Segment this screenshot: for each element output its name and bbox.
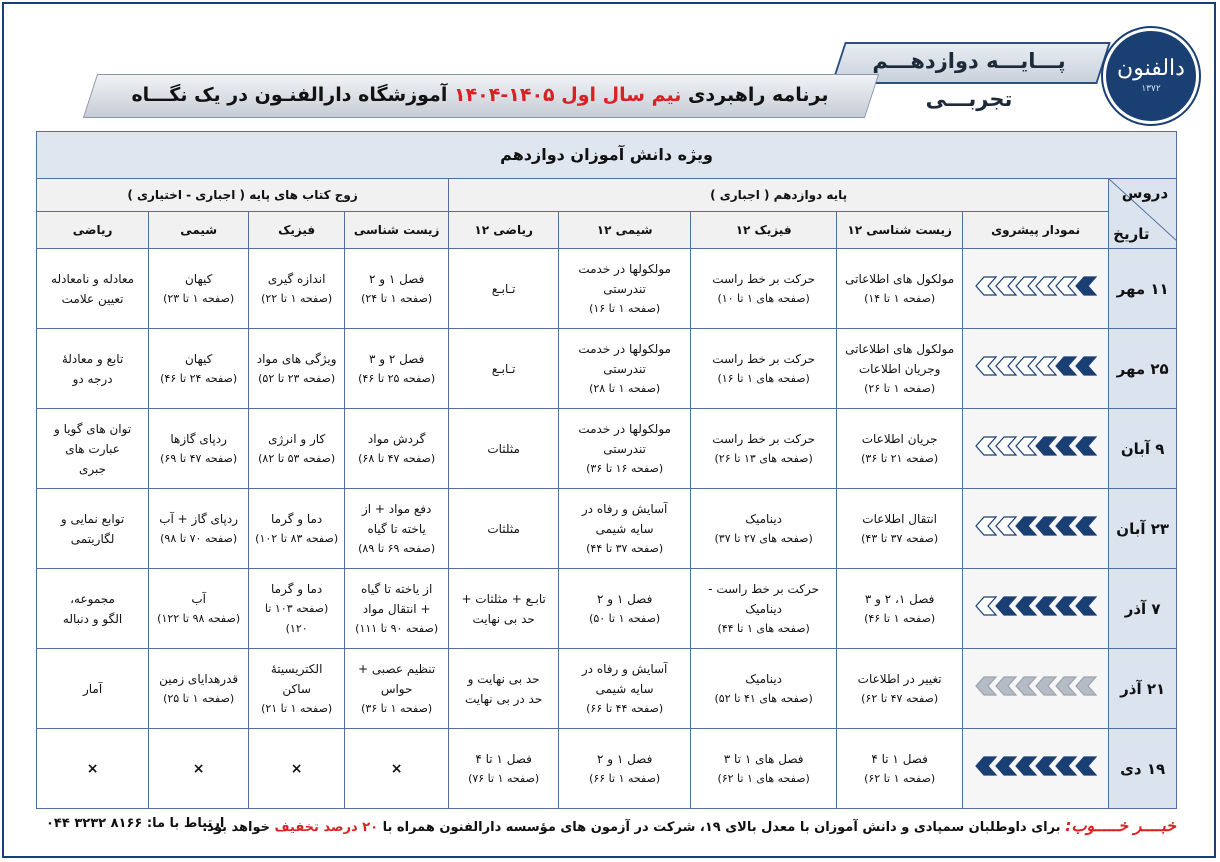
lesson-pages: (صفحه ۱ تا ۶۲) <box>864 771 936 785</box>
lesson-cell <box>249 489 345 569</box>
progress-chevrons <box>970 435 1102 457</box>
lesson-pages: (صفحه ۲۴ تا ۴۶) <box>160 371 238 385</box>
lesson-pages: (صفحه ۱ تا ۱۴) <box>864 291 936 305</box>
chevron-filled <box>1036 757 1056 775</box>
lesson-cell <box>37 649 149 729</box>
lesson-pages: (صفحه ۴۴ تا ۶۶) <box>586 701 664 715</box>
table-corner <box>1109 179 1177 249</box>
lesson-topic: × <box>290 760 303 777</box>
chevron-filled <box>1036 597 1056 615</box>
lesson-cell <box>345 249 449 329</box>
chevron-empty <box>976 517 996 535</box>
lesson-topic: کار و انرژی <box>268 431 326 446</box>
row-date: ۱۱ مهر <box>1109 249 1177 329</box>
lesson-cell <box>249 729 345 809</box>
lesson-topic: تابع و معادلۀ درجه دو <box>61 351 124 386</box>
lesson-topic: تنظیم عصبی + حواس <box>357 661 436 696</box>
lesson-topic: فصل ۱، ۲ و ۳ <box>864 591 935 606</box>
lesson-pages: (صفحه ۱ تا ۶۶) <box>589 771 661 785</box>
chevron-empty <box>976 437 996 455</box>
lesson-pages: (صفحه های ۲۷ تا ۳۷) <box>714 531 813 545</box>
lesson-pages: (صفحه ۱ تا ۴۶) <box>864 611 936 625</box>
lesson-pages: (صفحه ۱۶ تا ۳۶) <box>586 461 664 475</box>
subject-header: زیست شناسی ۱۲ <box>837 212 963 249</box>
chevron-empty <box>1056 277 1076 295</box>
lesson-pages: (صفحه ۱ تا ۲۵) <box>163 691 235 705</box>
lesson-pages: (صفحه ۴۷ تا ۶۲) <box>861 691 939 705</box>
lesson-topic: توابع نمایی و لگاریتمی <box>60 511 125 546</box>
chevron-filled <box>1076 757 1096 775</box>
lesson-pages: (صفحه ۲۳ تا ۵۲) <box>258 371 336 385</box>
lesson-topic: دما و گرما <box>271 581 323 596</box>
chevron-filled <box>1076 437 1096 455</box>
lesson-topic: × <box>390 760 403 777</box>
progress-cell <box>963 409 1109 489</box>
news-label: خبــــر خـــــوب: <box>1065 816 1176 835</box>
chevron-empty <box>1036 277 1056 295</box>
lesson-pages: (صفحه ۱ تا ۲۶) <box>864 381 936 395</box>
lesson-cell <box>837 569 963 649</box>
lesson-cell <box>149 569 249 649</box>
row-date: ۲۱ آذر <box>1109 649 1177 729</box>
lesson-topic: حرکت بر خط راست - دینامیک <box>708 581 820 616</box>
chevron-empty <box>1036 677 1056 695</box>
lesson-cell <box>249 409 345 489</box>
schedule-table <box>36 131 1177 809</box>
footer-contact: ارتباط با ما: ۸۱۶۶ ۳۲۳۲ ۰۴۴ <box>46 816 225 831</box>
chevron-empty <box>976 597 996 615</box>
lesson-pages: (صفحه های ۴۱ تا ۵۲) <box>714 691 813 705</box>
chevron-filled <box>1016 757 1036 775</box>
lesson-pages: (صفحه ۲۵ تا ۴۶) <box>358 371 436 385</box>
lesson-topic: دینامیک <box>745 511 783 526</box>
lesson-cell <box>691 249 837 329</box>
lesson-topic: حرکت بر خط راست <box>712 271 815 286</box>
progress-cell <box>963 329 1109 409</box>
chevron-filled <box>1016 517 1036 535</box>
lesson-pages: (صفحه ۱ تا ۲۸) <box>589 381 661 395</box>
lesson-pages: (صفحه ۱۰۳ تا ۱۲۰) <box>264 601 329 635</box>
lesson-cell <box>149 329 249 409</box>
lesson-topic: از یاخته تا گیاه + انتقال مواد <box>360 581 433 616</box>
chevron-filled <box>1056 757 1076 775</box>
corner-date-label: تاریخ <box>1113 225 1150 243</box>
lesson-topic: ردپای گاز + آب <box>159 511 239 526</box>
chevron-empty <box>996 517 1016 535</box>
lesson-topic: حد بی نهایت و حد در بی نهایت <box>464 671 543 706</box>
progress-cell <box>963 649 1109 729</box>
progress-chevrons <box>970 515 1102 537</box>
lesson-cell <box>149 729 249 809</box>
chevron-empty <box>976 277 996 295</box>
lesson-topic: فصل ۱ و ۲ <box>596 751 653 766</box>
lesson-topic: انتقال اطلاعات <box>862 511 937 526</box>
lesson-cell <box>837 409 963 489</box>
progress-cell <box>963 489 1109 569</box>
lesson-cell <box>837 489 963 569</box>
row-date: ۲۵ مهر <box>1109 329 1177 409</box>
chevron-empty <box>1016 677 1036 695</box>
lesson-cell <box>559 329 691 409</box>
lesson-topic: دما و گرما <box>271 511 323 526</box>
chevron-empty <box>1036 357 1056 375</box>
chevron-empty <box>996 357 1016 375</box>
lesson-cell <box>559 649 691 729</box>
subject-header: زیست شناسی <box>345 212 449 249</box>
table-row <box>37 249 1177 329</box>
lesson-pages: (صفحه ۱ تا ۲۳) <box>163 291 235 305</box>
chevron-empty <box>1056 677 1076 695</box>
lesson-topic: × <box>86 760 99 777</box>
lesson-cell <box>449 729 559 809</box>
subject-header: شیمی <box>149 212 249 249</box>
lesson-topic: ویژگی های مواد <box>256 351 337 366</box>
lesson-pages: (صفحه ۶۹ تا ۸۹) <box>358 541 436 555</box>
lesson-cell <box>345 489 449 569</box>
lesson-topic: فصل ۲ و ۳ <box>368 351 425 366</box>
lesson-topic: قدرهدایای زمین <box>159 671 239 686</box>
table-title: ویژه دانش آموزان دوازدهم <box>37 132 1177 179</box>
lesson-cell <box>149 489 249 569</box>
lesson-topic: آسایش و رفاه در سایه شیمی <box>581 661 668 696</box>
lesson-cell <box>449 489 559 569</box>
lesson-topic: آب <box>191 591 206 606</box>
lesson-pages: (صفحه ۳۷ تا ۴۴) <box>586 541 664 555</box>
lesson-cell <box>37 329 149 409</box>
lesson-pages: (صفحه ۱ تا ۱۶) <box>589 301 661 315</box>
lesson-cell <box>345 729 449 809</box>
subject-header: نمودار پیشروی <box>963 212 1109 249</box>
lesson-cell <box>249 249 345 329</box>
lesson-cell <box>449 409 559 489</box>
lesson-topic: معادله و نامعادله تعیین علامت <box>51 271 135 306</box>
lesson-pages: (صفحه ۱ تا ۷۶) <box>468 771 540 785</box>
table-row <box>37 649 1177 729</box>
plan-title-prefix: برنامه راهبردی <box>688 84 829 106</box>
chevron-filled <box>1056 517 1076 535</box>
lesson-topic: آمار <box>82 681 103 696</box>
footer <box>36 812 1176 842</box>
subject-header: شیمی ۱۲ <box>559 212 691 249</box>
lesson-cell <box>149 649 249 729</box>
progress-chevrons <box>970 595 1102 617</box>
row-date: ۹ آبان <box>1109 409 1177 489</box>
chevron-filled <box>996 597 1016 615</box>
lesson-topic: توان های گویا و عبارت های جبری <box>53 421 132 476</box>
row-date: ۷ آذر <box>1109 569 1177 649</box>
lesson-cell <box>449 569 559 649</box>
chevron-filled <box>1076 357 1096 375</box>
plan-title-highlight: نیم سال اول ۱۴۰۵-۱۴۰۴ <box>453 84 682 106</box>
lesson-topic: تغییر در اطلاعات <box>857 671 942 686</box>
lesson-pages: (صفحه ۵۳ تا ۸۲) <box>258 451 336 465</box>
lesson-pages: (صفحه ۱ تا ۲۱) <box>261 701 333 715</box>
chevron-empty <box>976 357 996 375</box>
lesson-pages: (صفحه های ۱ تا ۱۶) <box>717 371 810 385</box>
chevron-filled <box>996 757 1016 775</box>
lesson-cell <box>559 569 691 649</box>
progress-chevrons <box>970 675 1102 697</box>
lesson-pages: (صفحه ۱ تا ۲۴) <box>361 291 433 305</box>
lesson-topic: ردپای گازها <box>170 431 227 446</box>
news-discount: ۲۰ درصد تخفیف <box>274 820 379 835</box>
chevron-empty <box>1016 277 1036 295</box>
lesson-topic: حرکت بر خط راست <box>712 351 815 366</box>
lesson-topic: مولکول های اطلاعاتی وجریان اطلاعات <box>845 341 955 376</box>
header <box>50 28 1220 124</box>
lesson-pages: (صفحه ۷۰ تا ۹۸) <box>160 531 238 545</box>
lesson-topic: مولکولها در خدمت تندرستی <box>578 341 671 376</box>
lesson-pages: (صفحه ۱ تا ۵۰) <box>589 611 661 625</box>
lesson-cell <box>691 489 837 569</box>
lesson-cell <box>691 569 837 649</box>
chevron-filled <box>1056 437 1076 455</box>
lesson-pages: (صفحه ۹۸ تا ۱۲۲) <box>157 611 241 625</box>
lesson-cell <box>559 249 691 329</box>
chevron-filled <box>1076 277 1096 295</box>
chevron-filled <box>1016 597 1036 615</box>
row-date: ۱۹ دی <box>1109 729 1177 809</box>
lesson-topic: دینامیک <box>745 671 783 686</box>
lesson-topic: فصل های ۱ تا ۳ <box>723 751 804 766</box>
group-base-header: زوج کتاب های پایه ( اجباری - اختیاری ) <box>37 179 449 212</box>
lesson-cell <box>37 409 149 489</box>
lesson-cell <box>149 409 249 489</box>
lesson-cell <box>449 329 559 409</box>
lesson-cell <box>691 649 837 729</box>
lesson-topic: مولکولها در خدمت تندرستی <box>578 421 671 456</box>
lesson-topic: تـابـع <box>491 281 516 296</box>
chevron-empty <box>1016 357 1036 375</box>
lesson-pages: (صفحه ۹۰ تا ۱۱۱) <box>355 621 439 635</box>
corner-lessons-label: دروس <box>1121 184 1169 202</box>
lesson-topic: کیهان <box>184 271 213 286</box>
lesson-cell <box>449 649 559 729</box>
progress-cell <box>963 569 1109 649</box>
lesson-topic: مثلثات <box>487 441 520 456</box>
grade-title: پـــایـــه دوازدهـــم تجربـــی <box>872 49 1066 111</box>
group-main-header: پایه دوازدهم ( اجباری ) <box>449 179 1109 212</box>
chevron-filled <box>1076 517 1096 535</box>
lesson-cell <box>345 409 449 489</box>
table-row <box>37 489 1177 569</box>
lesson-cell <box>691 729 837 809</box>
lesson-pages: (صفحه ۱ تا ۳۶) <box>361 701 433 715</box>
lesson-pages: (صفحه های ۱ تا ۱۰) <box>717 291 810 305</box>
lesson-topic: × <box>192 760 205 777</box>
chevron-filled <box>1056 357 1076 375</box>
subject-header: فیزیک <box>249 212 345 249</box>
chevron-filled <box>1036 517 1056 535</box>
subject-header: ریاضی <box>37 212 149 249</box>
lesson-topic: فصل ۱ و ۲ <box>596 591 653 606</box>
lesson-cell <box>837 729 963 809</box>
lesson-cell <box>249 569 345 649</box>
lesson-topic: فصل ۱ تا ۴ <box>475 751 532 766</box>
lesson-cell <box>37 729 149 809</box>
lesson-topic: مولکولها در خدمت تندرستی <box>578 261 671 296</box>
lesson-cell <box>345 569 449 649</box>
lesson-pages: (صفحه ۸۳ تا ۱۰۲) <box>255 531 339 545</box>
footer-news <box>202 816 1176 835</box>
lesson-topic: کیهان <box>184 351 213 366</box>
lesson-topic: تابـع + مثلثات + حد بی نهایت <box>461 591 546 626</box>
lesson-pages: (صفحه ۲۱ تا ۳۶) <box>861 451 939 465</box>
chevron-empty <box>1016 437 1036 455</box>
progress-chevrons <box>970 755 1102 777</box>
lesson-pages: (صفحه ۴۷ تا ۶۹) <box>160 451 238 465</box>
lesson-pages: (صفحه های ۱ تا ۶۲) <box>717 771 810 785</box>
lesson-topic: فصل ۱ تا ۴ <box>871 751 928 766</box>
lesson-cell <box>559 489 691 569</box>
lesson-cell <box>837 249 963 329</box>
lesson-cell <box>345 329 449 409</box>
chevron-empty <box>976 677 996 695</box>
lesson-pages: (صفحه های ۱ تا ۴۴) <box>717 621 810 635</box>
lesson-topic: الکتریسیتۀ ساکن <box>270 661 323 696</box>
chevron-filled <box>976 757 996 775</box>
chevron-empty <box>996 277 1016 295</box>
subject-header: ریاضی ۱۲ <box>449 212 559 249</box>
progress-cell <box>963 729 1109 809</box>
progress-chevrons <box>970 275 1102 297</box>
lesson-cell <box>449 249 559 329</box>
lesson-cell <box>249 329 345 409</box>
lesson-cell <box>559 729 691 809</box>
logo-year: ۱۳۷۲ <box>1141 84 1161 94</box>
lesson-cell <box>837 329 963 409</box>
lesson-cell <box>691 329 837 409</box>
lesson-topic: فصل ۱ و ۲ <box>368 271 425 286</box>
lesson-cell <box>37 249 149 329</box>
lesson-cell <box>559 409 691 489</box>
lesson-pages: (صفحه ۳۷ تا ۴۳) <box>861 531 939 545</box>
lesson-cell <box>37 489 149 569</box>
table-row <box>37 569 1177 649</box>
lesson-cell <box>249 649 345 729</box>
news-end: خواهد بود. <box>202 820 270 835</box>
chevron-filled <box>1036 437 1056 455</box>
lesson-pages: (صفحه ۴۷ تا ۶۸) <box>358 451 436 465</box>
lesson-topic: حرکت بر خط راست <box>712 431 815 446</box>
lesson-topic: تـابـع <box>491 361 516 376</box>
chevron-filled <box>1076 597 1096 615</box>
progress-chevrons <box>970 355 1102 377</box>
table-row <box>37 409 1177 489</box>
chevron-empty <box>1076 677 1096 695</box>
chevron-empty <box>996 437 1016 455</box>
lesson-topic: اندازه گیری <box>267 271 326 286</box>
progress-cell <box>963 249 1109 329</box>
lesson-topic: آسایش و رفاه در سایه شیمی <box>581 501 668 536</box>
row-date: ۲۳ آبان <box>1109 489 1177 569</box>
lesson-cell <box>837 649 963 729</box>
lesson-cell <box>691 409 837 489</box>
subject-header: فیزیک ۱۲ <box>691 212 837 249</box>
lesson-pages: (صفحه های ۱۳ تا ۲۶) <box>714 451 813 465</box>
lesson-cell <box>37 569 149 649</box>
lesson-topic: جریان اطلاعات <box>861 431 938 446</box>
news-text: برای داوطلبان سمپادی و دانش آموزان با معدل بالای ۱۹، شرکت در آزمون های مؤسسه دارالفنون همراه با <box>382 820 1061 835</box>
chevron-filled <box>1056 597 1076 615</box>
table-row <box>37 329 1177 409</box>
lesson-topic: گردش مواد <box>367 431 426 446</box>
lesson-cell <box>149 249 249 329</box>
lesson-topic: مجموعه، الگو و دنباله <box>62 591 123 626</box>
table-row <box>37 729 1177 809</box>
institute-logo <box>1103 28 1199 124</box>
plan-title-suffix: آموزشگاه دارالفنـون در یک نگـــاه <box>131 84 448 106</box>
lesson-topic: مثلثات <box>487 521 520 536</box>
lesson-cell <box>345 649 449 729</box>
logo-glyph: دالفنون <box>1117 56 1185 81</box>
chevron-empty <box>996 677 1016 695</box>
plan-title <box>90 74 870 116</box>
lesson-topic: دفع مواد + از یاخته تا گیاه <box>361 501 432 536</box>
lesson-pages: (صفحه ۱ تا ۲۲) <box>261 291 333 305</box>
lesson-topic: مولکول های اطلاعاتی <box>845 271 955 286</box>
